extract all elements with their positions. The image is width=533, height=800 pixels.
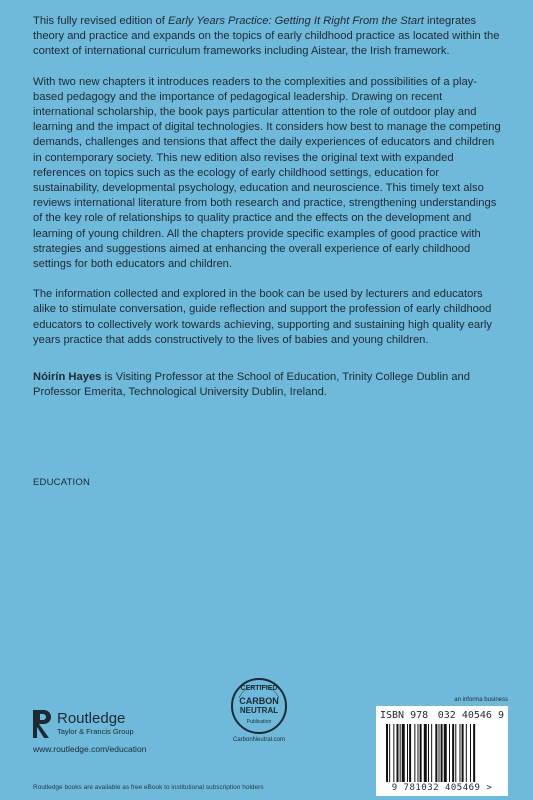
carbon-neutral-icon xyxy=(229,676,289,736)
publisher-name: Routledge xyxy=(57,710,126,727)
author-name: Nóirín Hayes xyxy=(33,371,102,384)
blurb-paragraph-3: The information collected and explored in the book can be used by lecturers and educators alike to stimulate conversation, guide reflection and support the profession of early childhood educators to collectively work towards achieving, supporting and sustaining high quality early years practice that adds constructively to the lives of babies and young children. xyxy=(33,288,492,346)
barcode-digits: 9 781032 405469 > xyxy=(391,783,493,793)
publisher-text xyxy=(57,711,134,737)
back-cover-blurb xyxy=(33,14,503,415)
blurb-text: This fully revised edition of xyxy=(33,15,168,27)
carbon-line4: Publication xyxy=(246,719,272,725)
carbon-line3: NEUTRAL xyxy=(239,706,279,715)
isbn-number: 032 40546 9 xyxy=(437,710,504,721)
carbon-line2: CARBON xyxy=(239,696,279,706)
publisher-group: Taylor & Francis Group xyxy=(57,727,134,736)
author-bio-text: is Visiting Professor at the School of Education, Trinity College Dublin and Professor Emerita, Technological University Dublin, Ireland. xyxy=(33,371,470,399)
isbn-barcode-area xyxy=(376,697,508,796)
blurb-paragraph-2: With two new chapters it introduces readers to the complexities and possibilities of a play-based pedagogy and the importance of pedagogical leadership. Drawing on recent international scholarship, the book pays particular attention to the role of outdoor play and learning and the impact of digital technologies. It considers how best to manage the competing demands, challenges and tensions that affect the daily experiences of educators and children in contemporary society. This new edition also revises the original text with expanded references on topics such as the ecology of early childhood settings, education for sustainability, developmental psychology, education and neuroscience. This timely text also reviews international literature from both research and practice, strengthening understandings of the key role of relationships to quality practice and the effects on the development and learning of young children. All the chapters provide specific examples of good practice with strategies and suggestions aimed at enhancing the overall experience of early childhood settings for both educators and children. xyxy=(33,75,501,271)
book-title-italic: Early Years Practice: Getting It Right From the Start xyxy=(167,15,424,27)
blurb-paragraph-1 xyxy=(33,14,503,60)
publisher-url[interactable]: www.routledge.com/education xyxy=(33,744,147,754)
ebook-footnote: Routledge books are available as free eBook to institutional subscription holders xyxy=(33,784,264,791)
carbon-line1: CERTIFIED xyxy=(240,685,278,692)
isbn-label: ISBN 978 xyxy=(380,710,429,721)
author-bio xyxy=(33,370,503,400)
informa-business-label: an informa business xyxy=(454,697,508,703)
subject-category: EDUCATION xyxy=(33,477,91,488)
carbon-url: CarbonNeutral.com xyxy=(232,737,286,743)
barcode-icon xyxy=(386,724,498,782)
routledge-r-icon xyxy=(33,710,51,738)
barcode-box xyxy=(376,706,508,796)
blurb-text: integrates theory and practice and expands on the topics of early childhood practice as located within the context of international curriculum frameworks including Aistear, the Irish framework. xyxy=(33,15,500,58)
isbn-text xyxy=(380,710,504,721)
publisher-logo xyxy=(33,710,134,738)
carbon-neutral-badge xyxy=(226,676,292,743)
